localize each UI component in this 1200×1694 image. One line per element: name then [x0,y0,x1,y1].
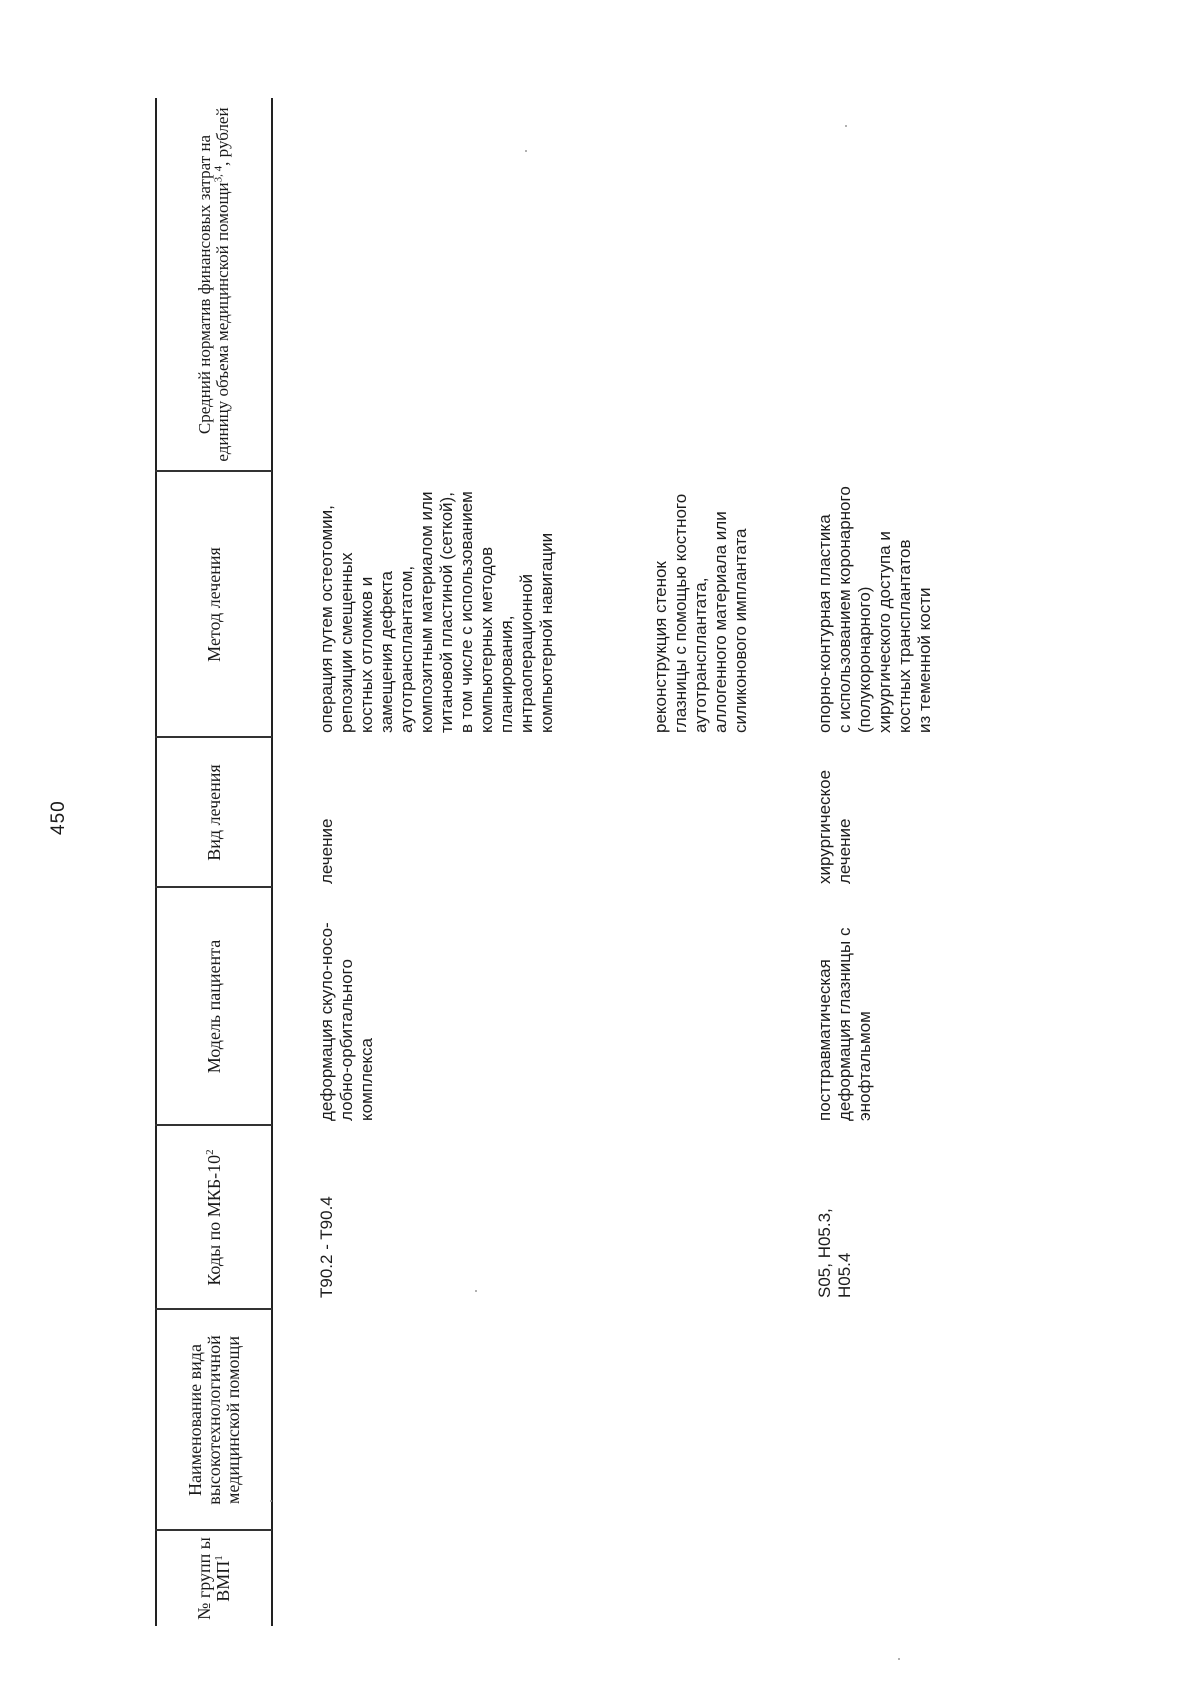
page-number: 450 [48,800,69,835]
header-patient-model [157,888,271,1125]
header-cost-standard [157,98,271,471]
header-bottom-rule [271,98,273,1626]
header-treatment-method [157,472,271,737]
patient-model-cell: деформация скуло-носо- лобно-орбитального комплекса [317,922,376,1121]
header-group-number [157,1531,271,1626]
header-icd-codes [157,1126,271,1309]
treatment-method-cell: реконструкция стенок глазницы с помощью костного аутотрансплантата, аллогенного материала или силиконового имплантата [651,493,750,733]
treatment-method-cell: опорно-контурная пластика с использованием коронарного (полукоронарного) хирургического доступа и костных трансплантатов из теменной кости [815,486,934,733]
scan-speck [475,1290,477,1292]
header-group-number-text: № групп ы ВМП [194,1537,233,1620]
treatment-type-cell: хирургическое лечение [815,769,854,884]
header-treatment-type [157,738,271,887]
treatment-type-cell: лечение [317,818,336,884]
scan-speck [525,150,527,152]
header-care-type-name [157,1310,271,1530]
header-cost-standard-tail: , рублей [213,107,232,166]
header-treatment-method-text: Метод лечения [203,547,224,662]
scan-speck [270,1500,272,1502]
header-icd-codes-text: Коды по МКБ-10 [203,1154,224,1286]
footnote-mark: 2 [203,1149,216,1155]
footnote-mark: 3, 4 [212,165,225,183]
table-header [155,98,272,1626]
scan-speck [898,1658,900,1660]
header-patient-model-text: Модель пациента [203,939,224,1074]
scan-speck [845,125,847,127]
header-cost-standard-text: Средний норматив финансовых затрат на единицу объема медицинской помощи [195,134,232,462]
icd-codes-cell: T90.2 - T90.4 [317,1196,336,1298]
treatment-method-cell: операция путем остеотомии, репозиции смещенных костных отломков и замещения дефекта аутотрансплантатом, композитным материалом или титановой пластиной (сеткой), в том числе с использованием компьютерных методов планирования, интраоперационной компьютерной навигации [317,491,556,733]
footnote-mark: 1 [213,1555,225,1561]
rotated-table [155,98,1155,1626]
header-treatment-type-text: Вид лечения [203,764,224,861]
header-care-type-name-text: Наименование вида высокотехнологичной медицинской помощи [184,1335,243,1505]
patient-model-cell: посттравматическая деформация глазницы с энофтальмом [815,927,874,1121]
icd-codes-cell: S05, H05.3, H05.4 [815,1208,854,1298]
